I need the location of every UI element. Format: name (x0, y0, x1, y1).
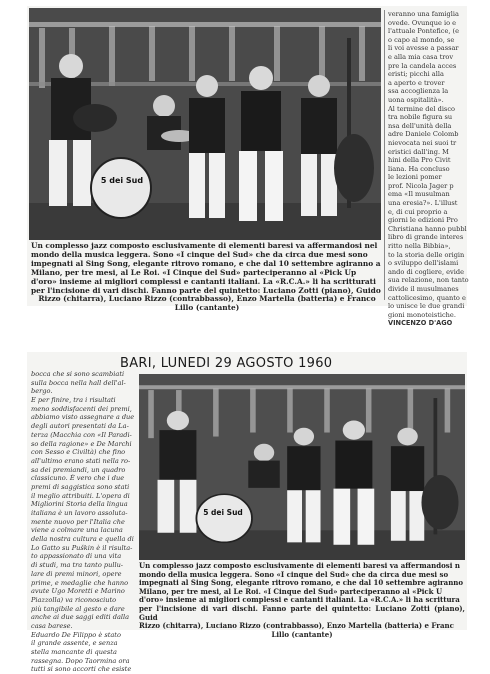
article-line: una eresia?». L'illust (388, 199, 458, 208)
caption-line: d'oro» insieme ai migliori complessi e cantanti italiani. La «R.C.A.» li ha scrittura (139, 595, 460, 605)
article-line: liana. Ha concluso (388, 164, 450, 173)
article-line: libro di grande interes (388, 233, 464, 242)
article-line: ritto nella Bibbia», (388, 242, 451, 251)
article-line: terza (Macchia con «Il Paradi- (31, 430, 132, 439)
drum-sign-text: 5 dei Sud (100, 176, 144, 185)
article-line: uona ospitalità». (388, 95, 444, 104)
article-line: sua relazione, non tanto (388, 276, 469, 285)
article-line: mente nuovo per l'Italia che (31, 517, 125, 526)
article-line: gioni monoteistiche. (388, 310, 456, 319)
article-line: ovede. Ovunque io e (388, 18, 457, 27)
caption-line: Milano, per tre mesi, al Le Roi. «I Cinque del Sud» parteciperanno al «Pick Up (31, 267, 357, 277)
article-line: casa barese. (31, 621, 73, 630)
article-line: tutti si sono accorti che esiste (31, 665, 132, 674)
caption-line: per l'incisione di vari dischi. Fanno parte del quintetto: Luciano Zotti (piano), Guido (31, 285, 381, 295)
article-line: Christiana hanno pubbl (388, 224, 467, 233)
article-line: l'attuale Pontefice, (e (388, 27, 460, 36)
article-line: lare di premi minori, opere (31, 569, 122, 578)
article-line: a aperto e trover (388, 78, 445, 87)
article-line: all'ultimo erano stati nella ro- (31, 456, 131, 465)
article-line: hini della Pro Civit (388, 156, 451, 165)
article-line: Al termine del disco (388, 104, 455, 113)
article-line: della nostra cultura e quella di (31, 535, 134, 544)
article-line: bergo. (31, 387, 53, 396)
article-line: Piazzolla) va riconosciuto (31, 595, 117, 604)
article-signature: VINCENZO D'AGO (388, 319, 453, 328)
article-line: veranno una famiglia (388, 10, 459, 18)
article-line: ando di cogliere, evide (388, 267, 464, 276)
article-line: italiana è un lavoro assoluta- (31, 509, 128, 517)
article-line: con Sesso e Civiltà) che fino (31, 448, 126, 457)
column-divider (384, 10, 385, 300)
caption-line: Rizzo (chitarra), Luciano Rizzo (contrabbasso), Enzo Martella (batteria) e Franc (139, 621, 454, 631)
article-line: li voi avesse a passar (388, 44, 459, 53)
article-line: cattolicesimo, quanto e (388, 293, 466, 302)
article-line: ssa accoglienza la (388, 87, 449, 96)
article-line: ema «Il musulman (388, 190, 450, 199)
article-line: E per finire, tra i risultati (31, 396, 116, 405)
caption-line: mondo della musica leggera. Sono «I cinque del Sud» che da circa due mesi sono (31, 249, 368, 259)
caption-line: per l'incisione di vari dischi. Fanno parte del quintetto: Luciano Zotti (piano), Guid (139, 603, 465, 622)
article-line: viene a colmare una lacuna (31, 526, 123, 535)
article-line: pre la candela acces (388, 61, 457, 70)
caption-line: Rizzo (chitarra), Luciano Rizzo (contrabbasso), Enzo Martella (batteria) e Franco (38, 294, 376, 304)
article-line: degli autori presentati da La- (31, 422, 129, 431)
article-line: stella mancante di questa (31, 648, 117, 656)
article-line: sulla bocca nella hall dell'al- (31, 378, 126, 387)
article-line: classicuno. È vero che i due (31, 474, 125, 483)
caption-line: Un complesso jazz composto esclusivamente di elementi baresi va affermandosi nel (31, 241, 378, 250)
article-line: prof. Nicola Jager p (388, 181, 454, 190)
top-right-article-column (388, 10, 469, 328)
article-line: prime, e medaglie che hanno (31, 578, 129, 587)
article-line: sa dei premiandi, un quadro (31, 465, 126, 474)
article-line: avute Ugo Moretti e Marino (31, 587, 125, 596)
caption-line: Lillo (cantante) (174, 303, 240, 313)
top-photo-caption (31, 242, 383, 313)
drum-sign-text: 5 dei Sud (203, 508, 243, 517)
article-line: di studi, ma tra tanto pullu- (31, 561, 124, 570)
caption-line: mondo della musica leggera. Sono «I cinque del Sud» che da circa due mesi so (139, 569, 449, 579)
caption-line: impegnati al Sing Song, elegante ritrovo romano, e che dal 10 settembre agiranno a (31, 258, 381, 268)
caption-line: Lillo (cantante) (271, 629, 333, 639)
article-line: rassegna. Dopo Taormina ora (31, 656, 130, 665)
caption-line: Un complesso jazz composto esclusivamente di elementi baresi va affermandosi n (139, 561, 460, 570)
caption-line: impegnati al Sing Song, elegante ritrovo romano, e che dal 10 settembre agiranno (139, 578, 464, 588)
article-line: Migliorini Storia della lingua (31, 500, 128, 509)
article-line: tra nobile figura su (388, 113, 453, 122)
bottom-band-photo (139, 374, 465, 560)
caption-line: Milano, per tre mesi, al Le Roi. «I Cinque del Sud» parteciperanno al «Pick U (139, 586, 443, 596)
article-line: anche ai due saggi editi dalla (31, 613, 130, 622)
article-line: eristi; picchi alla (388, 70, 444, 79)
article-line: le lezioni pomer (388, 173, 442, 182)
article-line: lo unisce le due grandi (388, 302, 465, 311)
article-line: giorni le edizioni Pro (388, 216, 458, 225)
article-line: Eduardo De Filippo è stato (31, 630, 121, 639)
article-line: e alla mia casa trov (388, 52, 454, 61)
bottom-photo-caption (139, 562, 465, 639)
article-line: abbiamo visto assegnare a due (31, 413, 135, 422)
article-line: meno soddisfacenti dei premi, (31, 404, 132, 413)
caption-line: d'oro» insieme ai migliori complessi e cantanti italiani. La «R.C.A.» li ha scritturati (31, 276, 376, 286)
article-line: il grande assente, e senza (31, 639, 118, 648)
article-line: nsa dell'unità della (388, 121, 452, 130)
article-line: e, di cui proprio a (388, 207, 448, 216)
article-line: Lo Gatto su Puškin è il risulta- (31, 543, 133, 552)
article-line: so della ragione» e De Marchi (31, 439, 132, 448)
article-line: bocca che si sono scambiati (31, 370, 125, 378)
bottom-left-article-column (31, 370, 137, 674)
article-line: eristici dall'ing. M (388, 147, 449, 156)
article-line: premi di saggistica sono stati (31, 482, 130, 491)
newspaper-dateline: BARI, LUNEDI 29 AGOSTO 1960 (120, 356, 333, 371)
article-line: il meglio attribuiti. L'opera di (31, 491, 130, 500)
article-line: to la storia delle origin (388, 250, 465, 259)
top-band-photo (29, 8, 381, 240)
article-line: o capo al mondo, se (388, 35, 455, 44)
article-line: to appassionato di una vita (31, 552, 122, 561)
article-line: adre Daniele Colomb (388, 130, 459, 139)
article-line: divide il musulmanes (388, 285, 459, 293)
article-line: più tangibile al gesto e dare (31, 604, 125, 613)
article-line: nievocata nei suoi tr (388, 138, 457, 147)
article-line: o sviluppo dell'islami (388, 259, 459, 268)
